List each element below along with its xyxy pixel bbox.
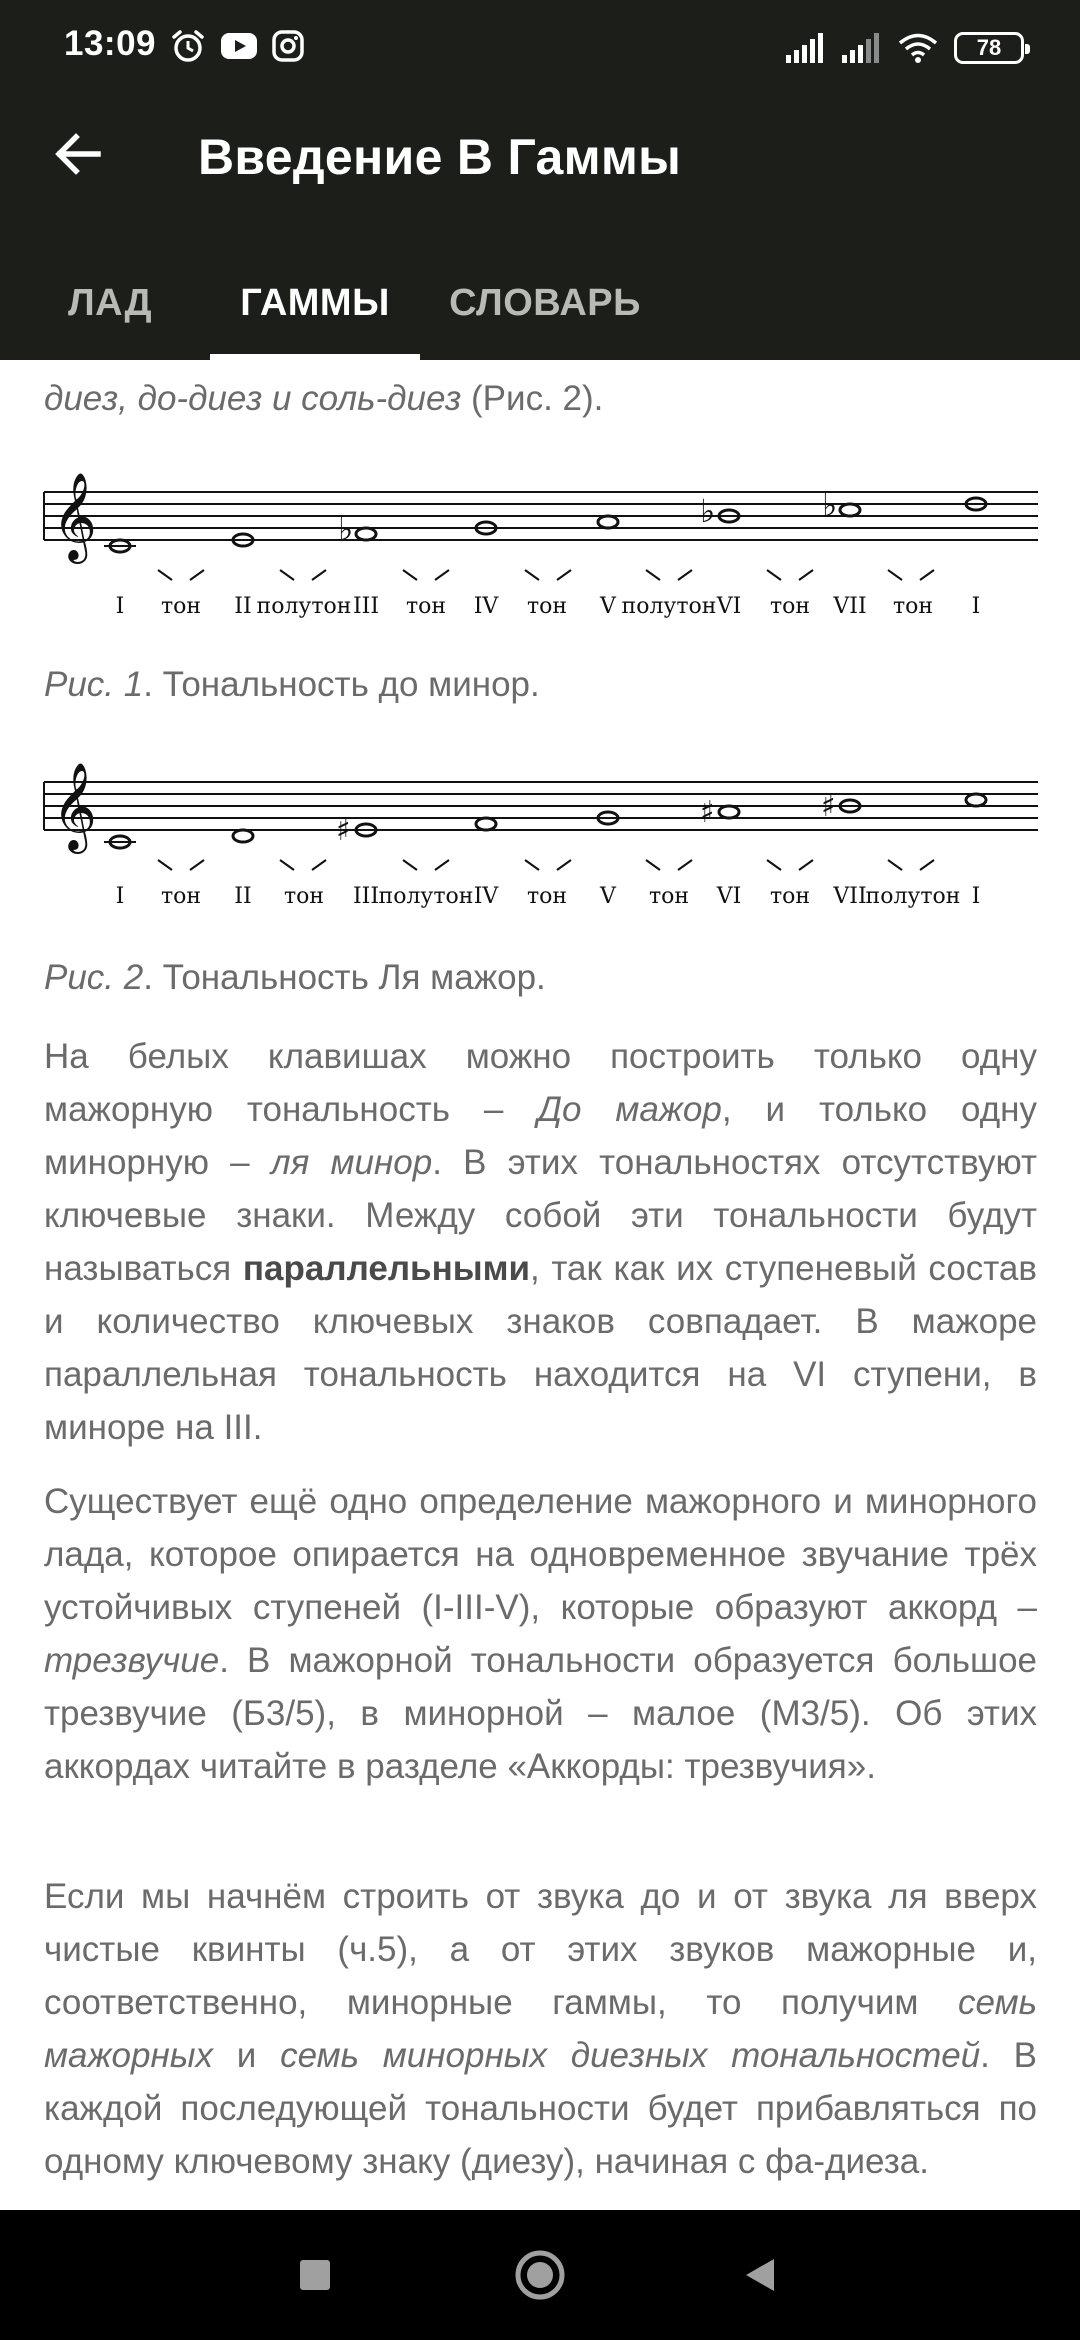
step-label: тон bbox=[769, 884, 811, 909]
figure-1-staff bbox=[40, 470, 1040, 620]
step-label: V bbox=[600, 594, 616, 619]
step-label: тон bbox=[892, 594, 934, 619]
figure-1-caption-rest: . Тональность до минор. bbox=[143, 665, 540, 704]
tab-lad[interactable]: ЛАД bbox=[67, 281, 153, 324]
signal-icon bbox=[786, 33, 826, 63]
text: , так как их ступеневый состав и количество ключевых знаков совпадает. В мажоре параллельная тональность находится на VI ступени, в миноре на III. bbox=[44, 1249, 1037, 1447]
text: . В мажорной тональности образуется большое трезвучие (Б3/5), в минорной – малое (М3/5). Об этих аккордах читайте в разделе «Аккорды: трезвучия». bbox=[44, 1641, 1037, 1786]
step-label: полутон bbox=[865, 884, 961, 909]
step-label: тон bbox=[160, 594, 202, 619]
step-label: полутон bbox=[621, 594, 717, 619]
text: и bbox=[212, 2036, 281, 2075]
text-bold: параллельными bbox=[242, 1249, 531, 1288]
step-label: VI bbox=[716, 884, 742, 909]
treble-clef-icon: 𝄞 bbox=[52, 761, 97, 850]
figure-2-caption-italic: Рис. 2 bbox=[44, 958, 144, 997]
step-label: III bbox=[352, 594, 380, 619]
notes bbox=[104, 486, 986, 552]
text-italic: семь минорных диезных тональностей bbox=[280, 2036, 981, 2075]
paragraph-1 bbox=[44, 1030, 1037, 1454]
step-label: III bbox=[352, 884, 380, 909]
tab-gammy[interactable]: ГАММЫ bbox=[240, 281, 390, 324]
app-bar bbox=[0, 96, 1080, 360]
staff-lines bbox=[44, 782, 1038, 830]
step-label: V bbox=[600, 884, 616, 909]
step-label: тон bbox=[405, 594, 447, 619]
status-bar bbox=[0, 0, 1080, 96]
top-line-italic: диез, до-диез и соль-диез bbox=[44, 379, 462, 418]
note bbox=[233, 830, 253, 842]
top-line-rest: (Рис. 2). bbox=[461, 379, 604, 418]
step-label: тон bbox=[769, 594, 811, 619]
step-label: тон bbox=[160, 884, 202, 909]
text-italic: До мажор bbox=[537, 1090, 722, 1129]
figure-1-labels bbox=[116, 594, 981, 619]
status-right-icons bbox=[786, 28, 1024, 68]
text: Существует ещё одно определение мажорного и минорного лада, которое опирается на одновременное звучание трёх устойчивых ступеней (I-III-V), которые образуют аккорд – bbox=[44, 1482, 1037, 1627]
note bbox=[966, 794, 986, 806]
recents-square-icon bbox=[297, 2257, 333, 2293]
sharp-icon: ♯ bbox=[336, 813, 351, 848]
battery-icon bbox=[954, 32, 1024, 64]
sharp-icon: ♯ bbox=[700, 795, 715, 830]
flat-icon: ♭ bbox=[338, 510, 354, 548]
note bbox=[356, 528, 376, 540]
staff-lines bbox=[44, 492, 1038, 540]
article-content[interactable] bbox=[0, 360, 1080, 2210]
back-button[interactable] bbox=[42, 118, 114, 190]
flat-icon: ♭ bbox=[700, 492, 716, 530]
step-label: II bbox=[234, 884, 252, 909]
back-arrow-icon bbox=[52, 128, 104, 180]
signal-icon-2 bbox=[842, 33, 882, 63]
notification-icons bbox=[170, 26, 304, 66]
text-italic: ля минор bbox=[270, 1143, 433, 1182]
step-label: VI bbox=[716, 594, 742, 619]
home-circle-icon bbox=[512, 2247, 568, 2303]
wifi-icon bbox=[898, 32, 938, 64]
step-label: полутон bbox=[378, 884, 474, 909]
step-label: I bbox=[971, 594, 981, 619]
figure-2-caption bbox=[44, 958, 546, 998]
step-label: I bbox=[971, 884, 981, 909]
home-button[interactable] bbox=[505, 2240, 575, 2310]
figure-2-caption-rest: . Тональность Ля мажор. bbox=[143, 958, 546, 997]
paragraph-3 bbox=[44, 1870, 1037, 2188]
note bbox=[598, 516, 618, 528]
step-label: тон bbox=[526, 594, 568, 619]
treble-clef-icon: 𝄞 bbox=[52, 471, 97, 560]
step-label: тон bbox=[648, 884, 690, 909]
recents-button[interactable] bbox=[280, 2240, 350, 2310]
back-triangle-icon bbox=[740, 2255, 780, 2295]
figure-1-caption-italic: Рис. 1 bbox=[44, 665, 144, 704]
step-label: IV bbox=[473, 884, 499, 909]
step-label: I bbox=[115, 884, 125, 909]
step-label: VII bbox=[833, 594, 867, 619]
text: , и только одну минорную – bbox=[44, 1090, 1037, 1182]
page-title: Введение В Гаммы bbox=[198, 129, 682, 185]
text: . В каждой последующей тональности будет прибавляться по одному ключевому знаку (диезу), начиная с фа-диеза. bbox=[44, 2036, 1038, 2181]
battery-level: 78 bbox=[976, 35, 1002, 60]
figure-2-labels bbox=[116, 884, 981, 909]
step-label: I bbox=[115, 594, 125, 619]
step-label: тон bbox=[526, 884, 568, 909]
figure-2-staff bbox=[40, 760, 1040, 910]
instagram-icon bbox=[272, 30, 304, 62]
alarm-icon bbox=[170, 28, 206, 64]
top-line bbox=[44, 372, 1037, 425]
step-connectors bbox=[158, 570, 934, 580]
tab-bar bbox=[0, 246, 1080, 360]
sharp-icon: ♯ bbox=[821, 789, 836, 824]
note bbox=[476, 818, 496, 830]
text: . В этих тональностях отсутствуют ключевые знаки. Между собой эти тональности будут называться bbox=[44, 1143, 1037, 1288]
step-label: полутон bbox=[256, 594, 352, 619]
status-time: 13:09 bbox=[64, 24, 157, 63]
youtube-icon bbox=[220, 31, 258, 61]
text: На белых клавишах можно построить только одну мажорную тональность – bbox=[44, 1037, 1037, 1129]
note bbox=[719, 806, 739, 818]
flat-icon: ♭ bbox=[822, 486, 838, 524]
paragraph-2 bbox=[44, 1475, 1037, 1793]
step-label: IV bbox=[473, 594, 499, 619]
note bbox=[840, 504, 860, 516]
figure-1-caption bbox=[44, 665, 540, 705]
step-label: II bbox=[234, 594, 252, 619]
text: Если мы начнём строить от звука до и от звука ля вверх чистые квинты (ч.5), а от этих звуков мажорные и, соответственно, минорные гаммы, то получим bbox=[44, 1877, 1037, 2022]
back-nav-button[interactable] bbox=[725, 2240, 795, 2310]
step-label: VII bbox=[833, 884, 867, 909]
step-connectors bbox=[158, 860, 934, 870]
text-italic: трезвучие bbox=[44, 1641, 220, 1680]
tab-slovar[interactable]: СЛОВАРЬ bbox=[449, 281, 641, 324]
text-italic: семь мажорных bbox=[44, 1983, 1037, 2075]
step-label: тон bbox=[283, 884, 325, 909]
system-nav-bar bbox=[0, 2210, 1080, 2340]
